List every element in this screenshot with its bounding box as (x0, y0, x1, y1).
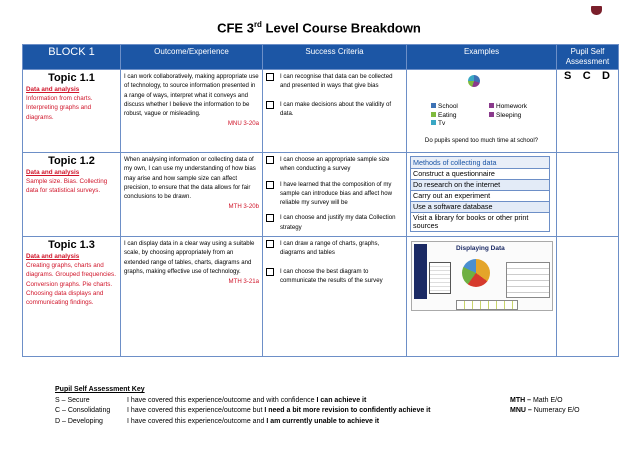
criteria-header: Success Criteria (263, 45, 407, 70)
topic-title: Topic 1.3 (48, 239, 95, 251)
self-assessment-key (55, 385, 615, 427)
criteria-checkbox[interactable] (266, 156, 274, 164)
displaying-data-title: Displaying Data (456, 245, 505, 252)
criteria-item: I can choose the best diagram to communicate the results of the survey (266, 267, 403, 286)
pie-caption: Do pupils spend too much time at school? (424, 137, 539, 144)
outcome-text: I can display data in a clear way using a suitable scale, by choosing appropriately from an extended range of tables, charts, diagrams and graphs, making effective use of technology. (124, 240, 255, 275)
methods-item: Carry out an experiment (410, 191, 550, 202)
course-breakdown-table (22, 44, 619, 357)
key-code: C – Consolidating (55, 407, 111, 414)
topic-row (23, 237, 619, 357)
header-row (23, 45, 619, 70)
key-code: D – Developing (55, 417, 103, 425)
outcome-code: MTH 3-21a (228, 278, 259, 286)
key-row (55, 417, 615, 428)
key-abbreviation: MTH – Math E/O (510, 396, 563, 404)
outcome-text: When analysing information or collecting data of my own, I can use my understanding of how bias may arise and how sample size can affect precision, to ensure that the data allows for fair conclusions to be drawn. (124, 156, 256, 201)
frequency-table-thumbnail (456, 300, 518, 310)
key-code: S – Secure (55, 396, 90, 404)
key-row (55, 406, 615, 417)
topic-row (23, 70, 619, 153)
example-pie-cell (407, 70, 557, 153)
topic-cell (23, 153, 121, 237)
criteria-item: I can choose and justify my data Collection strategy (266, 213, 403, 232)
topic-row (23, 153, 619, 237)
page-title: CFE 3rd Level Course Breakdown (217, 20, 421, 36)
methods-title: Methods of collecting data (410, 156, 550, 169)
key-description: I have covered this experience/outcome but I need a bit more revision to confidently achieve it (127, 407, 431, 414)
topic-cell (23, 70, 121, 153)
self-assessment-cell (557, 153, 619, 237)
outcome-cell (121, 153, 263, 237)
pie-chart-thumbnail (462, 259, 490, 287)
line-graph-thumbnail (429, 262, 451, 294)
legend-item: Tv (431, 120, 445, 129)
criteria-cell (263, 237, 407, 357)
topic-description: Data and analysis Creating graphs, charts and diagrams. Grouped frequencies. Conversion graphs. Pie charts. Choosing data displays and communicating findings. (26, 253, 116, 307)
examples-header: Examples (407, 45, 557, 70)
criteria-checkbox[interactable] (266, 181, 274, 189)
legend-item: School (431, 103, 458, 112)
school-crest-logo (580, 6, 614, 20)
self-assessment-letters (557, 70, 618, 82)
example-methods-cell (407, 153, 557, 237)
legend-item: Eating (431, 112, 456, 121)
legend-item: Homework (489, 103, 527, 112)
self-assessment-cell (557, 237, 619, 357)
criteria-item: I can choose an appropriate sample size when conducting a survey (266, 155, 403, 174)
table-thumbnail (506, 262, 550, 298)
outcome-code: MTH 3-20b (228, 203, 259, 211)
outcome-cell (121, 237, 263, 357)
developing-letter: D (602, 70, 610, 82)
criteria-checkbox[interactable] (266, 240, 274, 248)
criteria-item: I can draw a range of charts, graphs, diagrams and tables (266, 239, 403, 258)
topic-title: Topic 1.1 (48, 72, 95, 84)
methods-item: Use a software database (410, 202, 550, 213)
example-pie-chart-image (468, 75, 480, 87)
topic-description: Data and analysis Sample size. Bias. Collecting data for statistical surveys. (26, 169, 108, 195)
methods-item: Visit a library for books or other print sources (410, 213, 550, 232)
topic-description: Data and analysis Information from charts. Interpreting graphs and diagrams. (26, 86, 93, 121)
outcome-cell (121, 70, 263, 153)
displaying-data-image (411, 241, 553, 311)
key-title: Pupil Self Assessment Key (55, 386, 145, 393)
legend-item: Sleeping (489, 112, 521, 121)
key-description: I have covered this experience/outcome and I am currently unable to achieve it (127, 417, 380, 425)
self-assessment-header: Pupil Self Assessment (557, 45, 619, 70)
key-description: I have covered this experience/outcome and with confidence I can achieve it (127, 396, 367, 404)
criteria-checkbox[interactable] (266, 268, 274, 276)
criteria-item: I can recognise that data can be collected and presented in ways that give bias (266, 72, 403, 91)
criteria-checkbox[interactable] (266, 101, 274, 109)
secure-letter: S (564, 70, 572, 82)
consolidating-letter: C (582, 70, 591, 82)
criteria-item: I have learned that the composition of my sample can introduce bias and affect how reliable my survey will be (266, 180, 403, 208)
criteria-cell (263, 153, 407, 237)
topic-cell (23, 237, 121, 357)
displaying-data-sidebar (414, 244, 427, 299)
outcome-text: I can work collaboratively, making appropriate use of technology, to source information presented in a range of ways, interpret what it conveys and discuss whether I believe the information to be robust, vague or misleading. (124, 73, 259, 118)
criteria-checkbox[interactable] (266, 73, 274, 81)
outcome-code: MNU 3-20a (227, 120, 259, 128)
methods-item: Do research on the internet (410, 180, 550, 191)
criteria-checkbox[interactable] (266, 214, 274, 222)
key-abbreviation: MNU – Numeracy E/O (510, 407, 580, 414)
block-header: BLOCK 1 (23, 45, 121, 70)
crest-shield-icon (591, 6, 602, 15)
methods-list (410, 156, 550, 232)
topic-title: Topic 1.2 (48, 155, 95, 167)
self-assessment-cell (557, 70, 619, 153)
key-row (55, 396, 615, 407)
criteria-cell (263, 70, 407, 153)
outcome-header: Outcome/Experience (121, 45, 263, 70)
methods-item: Construct a questionnaire (410, 169, 550, 180)
example-display-cell (407, 237, 557, 357)
criteria-item: I can make decisions about the validity of data. (266, 100, 403, 119)
